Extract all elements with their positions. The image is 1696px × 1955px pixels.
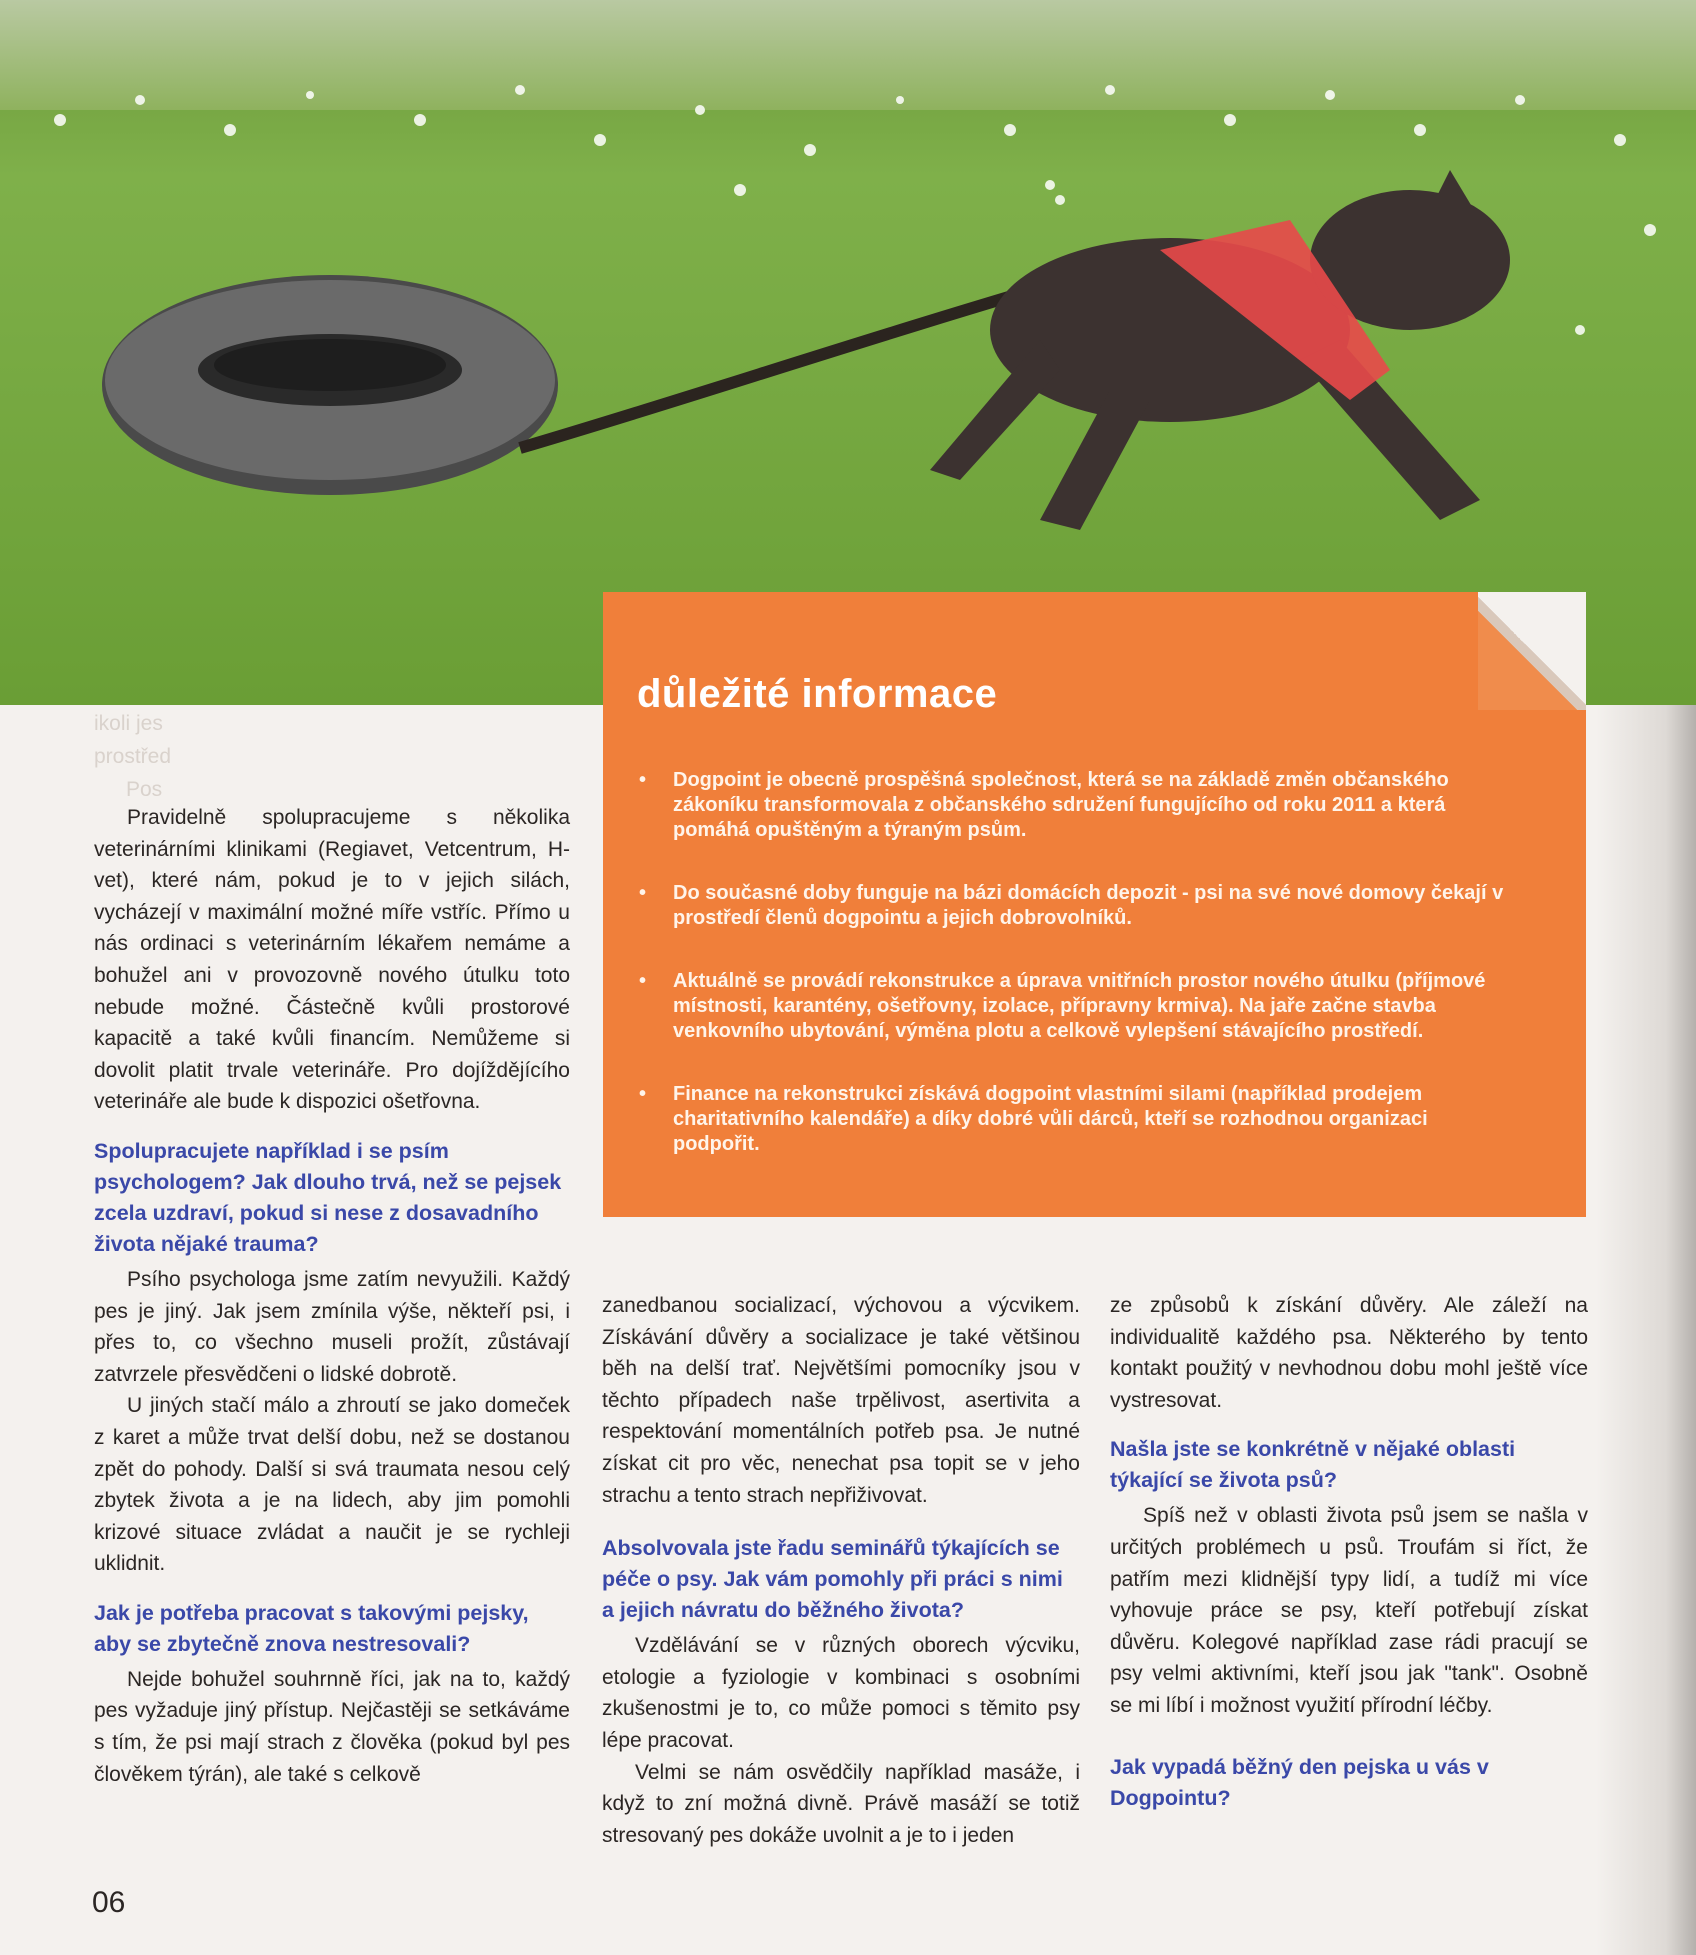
page-spine-shadow: [1596, 705, 1696, 1955]
info-box-list: [639, 768, 1519, 1195]
info-box-item: • Do současné doby funguje na bázi domácích depozit - psi na své nové domovy čekají v prostředí členů dogpointu a jejich dobrovolníků.: [639, 881, 1519, 931]
faded-text-line: prostřed: [94, 745, 172, 768]
info-box-item: • Dogpoint je obecně prospěšná společnost, která se na základě změn občanského zákoníku transformovala z občanského sdružení fungujícího od roku 2011 a která pomáhá opuštěným a týraným psům.: [639, 768, 1519, 843]
info-box-page-curl: [1478, 592, 1586, 710]
faded-text-line: ikoli jes: [94, 712, 163, 735]
interview-question: Spolupracujete například i se psím psychologem? Jak dlouho trvá, než se pejsek zcela uzdraví, pokud si nese z dosavadního života nějaké trauma?: [94, 1138, 562, 1256]
info-box-item: • Aktuálně se provádí rekonstrukce a úprava vnitřních prostor nového útulku (příjmové místnosti, karantény, ošetřovny, izolace, přípravny krmiva). Na jaře začne stavba venkovního ubytování, výměna plotu a celkově vylepšení stávajícího prostředí.: [639, 969, 1519, 1044]
paragraph: ze způsobů k získání důvěry. Ale záleží na individualitě každého psa. Některého by tento kontakt použitý v nevhodnou dobu mohl ještě více vystresovat.: [1110, 1294, 1588, 1412]
info-box-item: • Finance na rekonstrukci získává dogpoint vlastními silami (například prodejem charitativního kalendáře) a díky dobré vůli dárců, kteří se rozhodnou organizaci podpořit.: [639, 1082, 1519, 1157]
interview-question: Absolvovala jste řadu seminářů týkajících se péče o psy. Jak vám pomohly při práci s nimi a jejich návratu do běžného života?: [602, 1536, 1063, 1623]
paragraph: Pravidelně spolupracujeme s několika veterinárními klinikami (Regiavet, Vetcentrum, H-vet), které nám, pokud je to v jejich silách, vycházejí v maximální možné míře vstříc. Přímo u nás ordinaci s veterinárním lékařem nemáme a bohužel ani v provozovně nového útulku toto nebude možné. Částečně kvůli prostorové kapacitě a také kvůli financím. Nemůžeme si dovolit platit trvale veterináře. Pro dojíždějícího veterináře ale bude k dispozici ošetřovna.: [94, 806, 570, 1114]
paragraph: Velmi se nám osvědčily například masáže, i když to zní možná divně. Právě masáží se totiž stresovaný pes dokáže uvolnit a je to i jeden: [602, 1760, 1080, 1847]
column-left: [94, 802, 570, 1790]
paragraph: Psího psychologa jsme zatím nevyužili. Každý pes je jiný. Jak jsem zmínila výše, někteří psi, i přes to, co všechno museli prožít, zůstávají zatvrzele přesvědčeni o lidské dobrotě.: [94, 1267, 570, 1386]
column-right: [1110, 1290, 1588, 1818]
paragraph: Vzdělávání se v různých oborech výcviku, etologie a fyziologie v kombinaci s osobními zkušenostmi je to, co může pomoci s těmito psy lépe pracovat.: [602, 1634, 1080, 1752]
info-box-title: důležité informace: [637, 672, 998, 716]
paragraph: Nejde bohužel souhrnně říci, jak na to, každý pes vyžaduje jiný přístup. Nejčastěji se setkáváme s tím, že psi mají strach z člověka (pokud byl pes člověkem týrán), ale také s celkově: [94, 1667, 570, 1786]
interview-question: Našla jste se konkrétně v nějaké oblasti týkající se života psů?: [1110, 1437, 1516, 1493]
paragraph: Spíš než v oblasti života psů jsem se našla v určitých problémech u psů. Troufám si říct, že patřím mezi klidnější typy lidí, a tudíž mi více vyhovuje práce se psy, kteří potřebují získat důvěru. Kolegové například zase rádi pracují se psy velmi aktivními, kteří jsou jak "tank". Osobně se mi líbí i možnost využití přírodní léčby.: [1110, 1504, 1588, 1717]
interview-question: Jak vypadá běžný den pejska u vás v Dogpointu?: [1110, 1754, 1489, 1810]
column-middle: [602, 1290, 1080, 1851]
faded-text-line: Pos: [126, 778, 163, 801]
info-box: [603, 592, 1586, 1217]
paragraph: zanedbanou socializací, výchovou a výcvikem. Získávání důvěry a socializace je také většinou běh na delší trať. Největšími pomocníky jsou v těchto případech naše trpělivost, asertivita a respektování momentálních potřeb psa. Je nutné získat cit pro věc, nenechat psa topit se v jeho strachu a tento strach nepřiživovat.: [602, 1294, 1080, 1507]
page-number: 06: [92, 1886, 126, 1919]
paragraph: U jiných stačí málo a zhroutí se jako domeček z karet a může trvat delší dobu, než se dostanou zpět do pohody. Další si svá traumata nesou celý zbytek života a je na lidech, aby jim pomohli krizové situace zvládat a naučit je se rychleji uklidnit.: [94, 1394, 570, 1576]
interview-question: Jak je potřeba pracovat s takovými pejsky, aby se zbytečně znova nestresovali?: [94, 1600, 529, 1656]
